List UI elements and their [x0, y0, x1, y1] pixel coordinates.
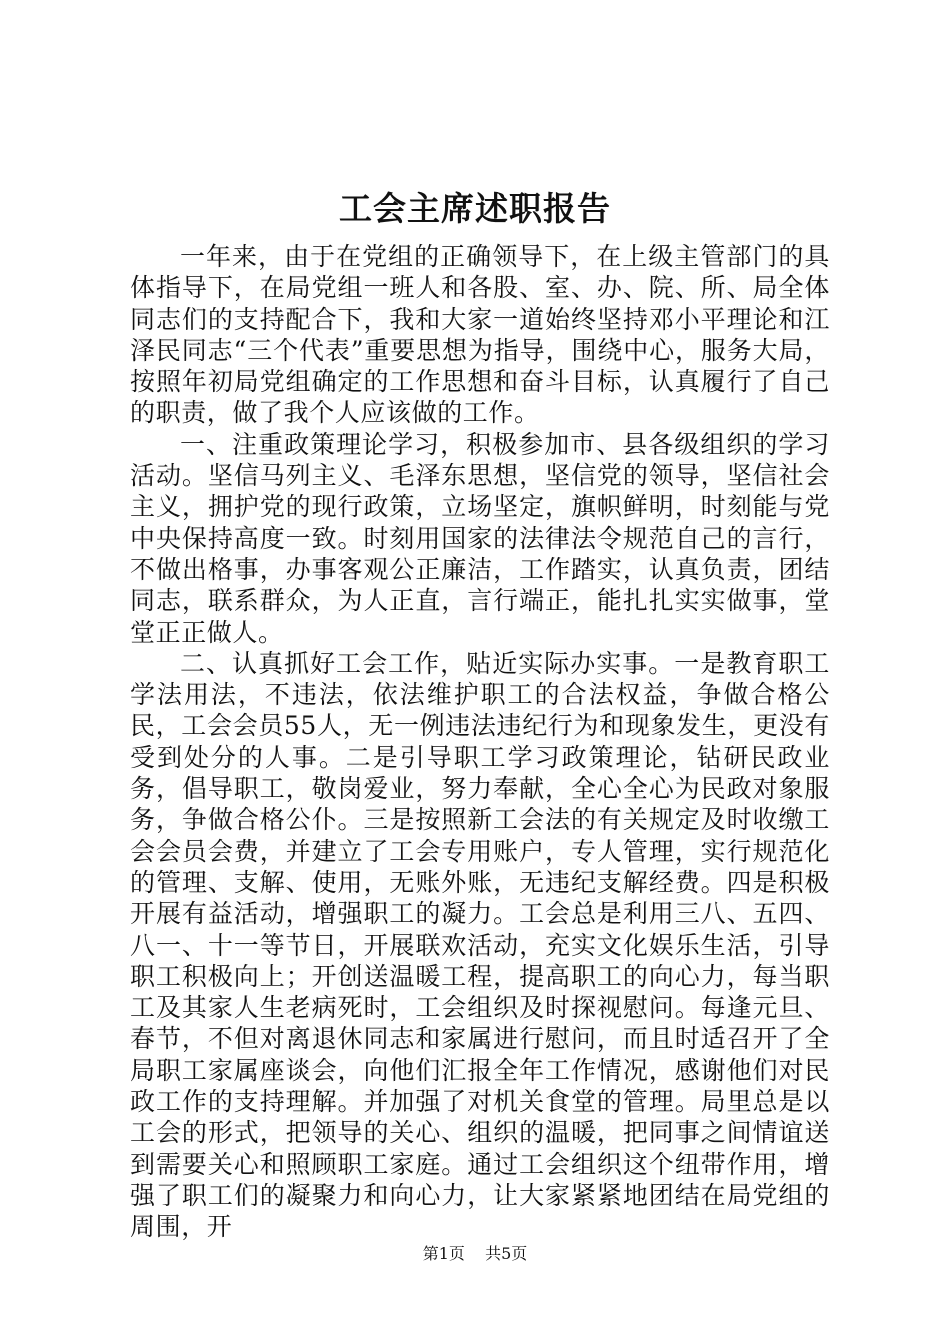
paragraph-section-1: 一、注重政策理论学习，积极参加市、县各级组织的学习活动。坚信马列主义、毛泽东思想，坚信党的领导，坚信社会主义，拥护党的现行政策，立场坚定，旗帜鲜明，时刻能与党中央保持高度一致。时刻用国家的法律法令规范自己的言行，不做出格事，办事客观公正廉洁，工作踏实，认真负责，团结同志，联系群众，为人正直，言行端正，能扎扎实实做事，堂堂正正做人。	[130, 429, 830, 647]
paragraph-section-2: 二、认真抓好工会工作，贴近实际办实事。一是教育职工学法用法，不违法，依法维护职工的合法权益，争做合格公民，工会会员55人，无一例违法违纪行为和现象发生，更没有受到处分的人事。二是引导职工学习政策理论，钻研民政业务，倡导职工，敬岗爱业，努力奉献，全心全心为民政对象服务，争做合格公仆。三是按照新工会法的有关规定及时收缴工会会员会费，并建立了工会专用账户，专人管理，实行规范化的管理、支解、使用，无账外账，无违纪支解经费。四是积极开展有益活动，增强职工的凝力。工会总是利用三八、五四、八一、十一等节日，开展联欢活动，充实文化娱乐生活，引导职工积极向上；开创送温暖工程，提高职工的向心力，每当职工及其家人生老病死时，工会组织及时探视慰问。每逢元旦、春节，不但对离退休同志和家属进行慰问，而且时适召开了全局职工家属座谈会，向他们汇报全年工作情况，感谢他们对民政工作的支持理解。并加强了对机关食堂的管理。局里总是以工会的形式，把领导的关心、组织的温暖，把同事之间情谊送到需要关心和照顾职工家庭。通过工会组织这个纽带作用，增强了职工们的凝聚力和向心力，让大家紧紧地团结在局党组的周围，开	[130, 648, 830, 1242]
page-footer	[0, 1244, 950, 1264]
page-number: 第1页	[422, 1244, 465, 1263]
document-body	[130, 241, 830, 1243]
paragraph-intro: 一年来，由于在党组的正确领导下，在上级主管部门的具体指导下，在局党组一班人和各股、室、办、院、所、局全体同志们的支持配合下，我和大家一道始终坚持邓小平理论和江泽民同志“三个代表”重要思想为指导，围绕中心，服务大局，按照年初局党组确定的工作思想和奋斗目标，认真履行了自己的职责，做了我个人应该做的工作。	[130, 242, 830, 428]
document-title: 工会主席述职报告	[339, 189, 611, 228]
page-total: 共5页	[485, 1244, 528, 1263]
